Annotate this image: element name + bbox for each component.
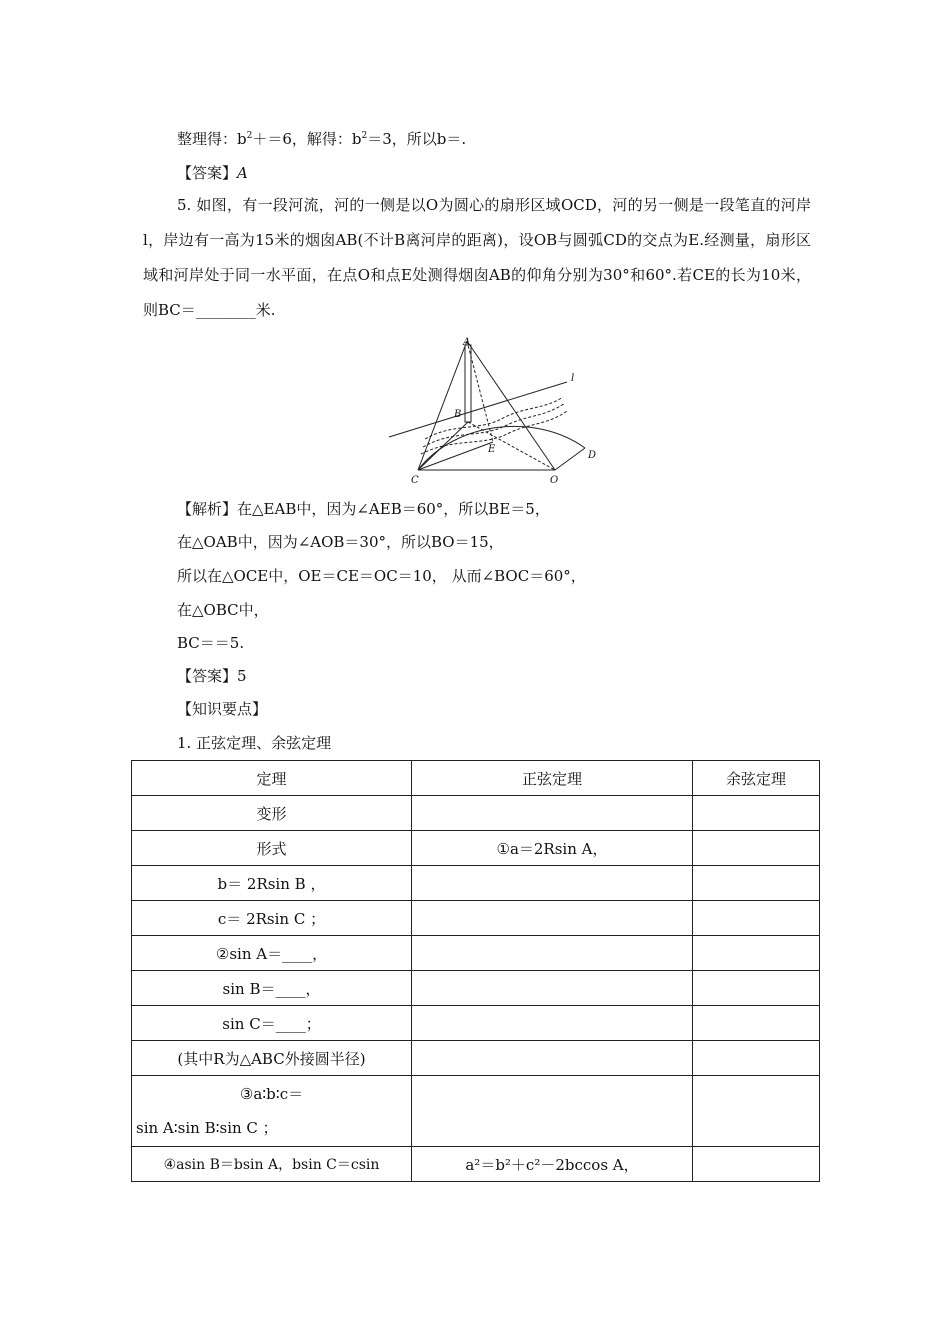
table-cell: ②sin A＝____， — [132, 936, 412, 971]
table-cell: sin B＝____， — [132, 971, 412, 1006]
table-cell — [132, 1076, 412, 1147]
section-1-title: 1. 正弦定理、余弦定理 — [177, 734, 332, 752]
table-row — [132, 1006, 820, 1041]
header-cell: 定理 — [132, 761, 412, 796]
table-row — [132, 971, 820, 1006]
label-D: D — [588, 450, 597, 461]
label-l: l — [571, 373, 575, 384]
table-cell: b＝ 2Rsin B ， — [132, 866, 412, 901]
answer-value: A — [237, 164, 248, 182]
table-cell: sin C＝____； — [132, 1006, 412, 1041]
problem-5-text: 5. 如图，有一段河流，河的一侧是以O为圆心的扇形区域OCD，河的另一侧是一段笔直的河岸l，岸边有一高为15米的烟囱AB(不计B离河岸的距离)，设OB与圆弧CD的交点为E.经测量，扇形区域和河岸处于同一水平面，在点O和点E处测得烟囱AB的仰角分别为30°和60°.若CE的长为10米，则BC＝________米. — [143, 196, 811, 319]
problem-5 — [143, 188, 811, 328]
label-E: E — [488, 444, 496, 455]
answer-1 — [177, 162, 248, 183]
ratio-line-1: ③a∶b∶c＝ — [239, 1085, 304, 1103]
table-cell: a²＝b²＋c²－2bccos A， — [412, 1147, 693, 1182]
label-C: C — [411, 475, 419, 486]
table-cell: ①a＝2Rsin A， — [412, 831, 693, 866]
solution-line-1: 整理得：$b^2+=6$，解得：$b^2=3$，所以b＝. — [177, 130, 467, 148]
table-row — [132, 796, 820, 831]
header-cell: 正弦定理 — [412, 761, 693, 796]
chimney — [465, 345, 471, 422]
table-row — [132, 1076, 820, 1147]
table-row — [132, 761, 820, 796]
table-row — [132, 1147, 820, 1182]
solution-5: BC＝＝5. — [177, 634, 245, 652]
table-cell: ④asin B＝bsin A，bsin C＝csin — [132, 1147, 412, 1182]
table-row — [132, 831, 820, 866]
chimney-river-figure — [385, 337, 610, 489]
label-B: B — [454, 409, 462, 420]
table-cell: (其中R为△ABC外接圆半径) — [132, 1041, 412, 1076]
solution-1: 【解析】在△EAB中，因为∠AEB＝60°，所以BE＝5， — [177, 500, 550, 518]
knowledge-heading: 【知识要点】 — [177, 700, 268, 718]
table-row — [132, 866, 820, 901]
ratio-line-2: sin A∶sin B∶sin C ； — [136, 1119, 278, 1137]
table-cell: 形式 — [132, 831, 412, 866]
table-cell: c＝ 2Rsin C ； — [132, 901, 412, 936]
answer-2: 【答案】5 — [177, 667, 247, 685]
solution-2: 在△OAB中，因为∠AOB＝30°，所以BO＝15， — [177, 533, 504, 551]
table-row — [132, 1041, 820, 1076]
label-A: A — [463, 337, 471, 348]
label-O: O — [550, 475, 559, 486]
table-row — [132, 936, 820, 971]
header-cell: 余弦定理 — [693, 761, 820, 796]
answer-tag: 【答案】 — [177, 164, 238, 182]
solution-4: 在△OBC中， — [177, 601, 269, 619]
table-row — [132, 901, 820, 936]
table-cell: 变形 — [132, 796, 412, 831]
solution-3: 所以在△OCE中，OE＝CE＝OC＝10， 从而∠BOC＝60°， — [177, 567, 586, 585]
theorem-table — [131, 760, 820, 1182]
